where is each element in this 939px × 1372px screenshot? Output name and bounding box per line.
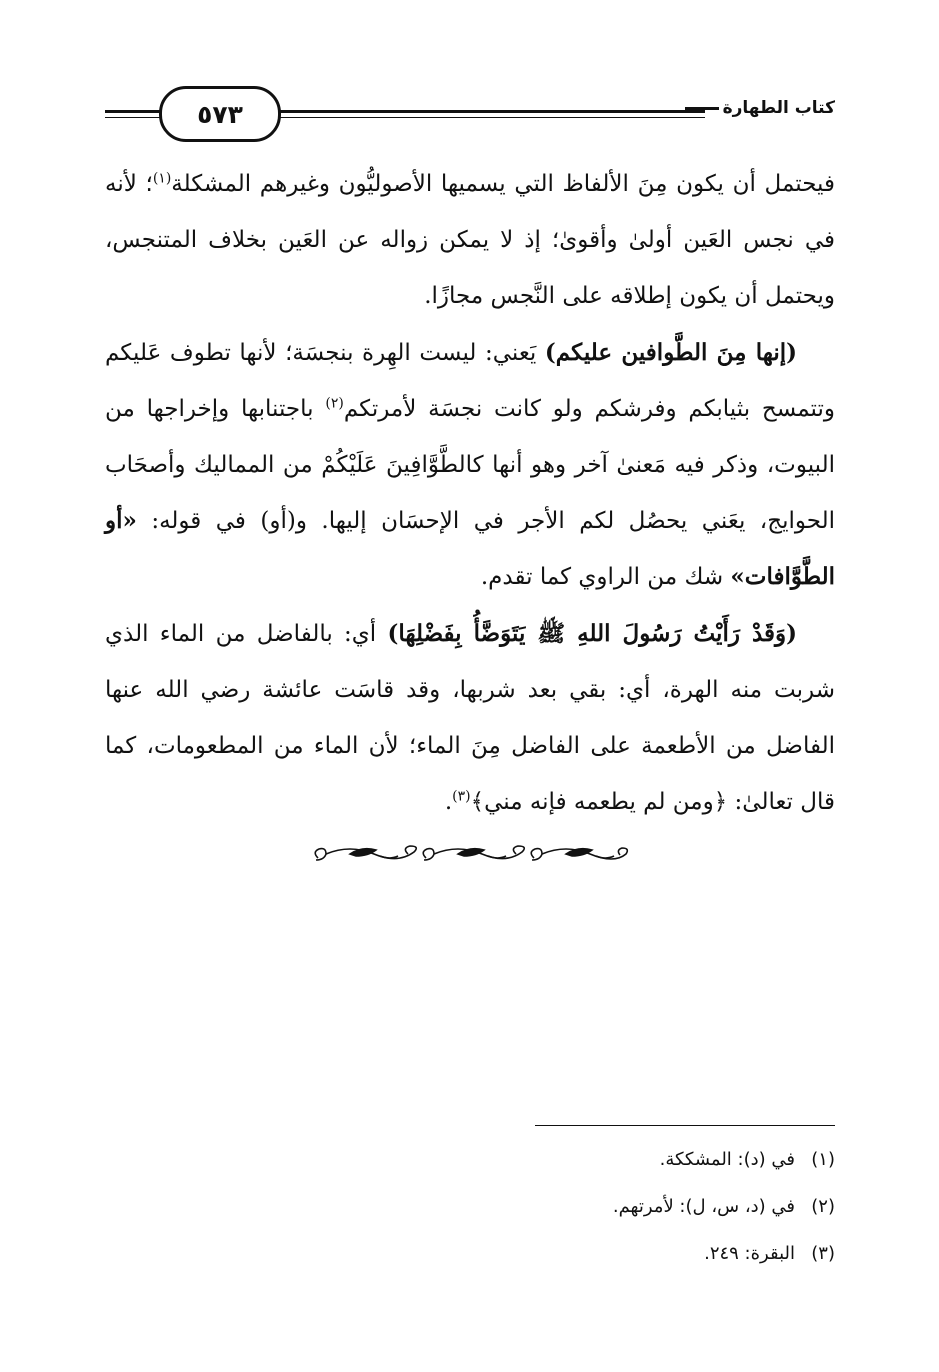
- quran-verse: ﴿ومن لم يطعمه فإنه مني﴾: [470, 789, 728, 816]
- footnote-number: (٢): [811, 1196, 835, 1217]
- paragraph-3: [105, 606, 835, 831]
- footnote-separator: [535, 1125, 835, 1126]
- footnote-2: [335, 1183, 835, 1230]
- footnote-text: في (د، س، ل): لأمرتهم.: [612, 1196, 795, 1217]
- text-run: فيحتمل أن يكون مِنَ الألفاظ التي يسميها الأصوليُّون وغيرهم المشكلة: [171, 171, 835, 197]
- footnote-ref-3: (٣): [452, 788, 471, 805]
- text-run: باجتنابها وإخراجها من البيوت، وذكر فيه مَعنىٰ آخر وهو أنها كالطَّوَّافِينَ عَلَيْكُمْ من المماليك وأصحَاب الحوايج، يعَني يحصُل لكم الأجر في الإحسَان إليها. و(أو) في قوله:: [105, 395, 835, 535]
- footnote-ref-2: (٢): [325, 395, 344, 412]
- footnotes: [335, 1136, 835, 1277]
- footnote-number: (١): [811, 1149, 835, 1170]
- footnote-ref-1: (١): [152, 170, 172, 187]
- text-run: أي: بالفاضل من الماء الذي شربت منه الهرة، أي: بقي بعد شربها، وقد قاسَت عائشة رضي الله عنها الفاضل من الأطعمة على الفاضل مِنَ الماء؛ لأن الماء من المطعومات، كما قال تعالىٰ:: [105, 620, 835, 816]
- text-run: يَعني: ليست الهِرة بنجسَة؛ لأنها تطوف عَليكم وتتمسح بثيابكم وفرشكم ولو كانت نجسَة لأمرتكم: [105, 339, 835, 422]
- footnote-number: (٣): [811, 1243, 835, 1264]
- quoted-hadith-phrase: (وَقَدْ رَأَيْتُ رَسُولَ اللهِ ﷺ يَتَوَضَّأُ بِفَضْلِهَا): [387, 619, 797, 647]
- text-run: .: [444, 789, 453, 816]
- section-divider-ornament: [310, 838, 630, 872]
- text-run: شك من الراوي كما تقدم.: [480, 564, 731, 591]
- header-rule: [277, 117, 705, 118]
- page-header: [105, 86, 835, 142]
- paragraph-2: [105, 325, 835, 606]
- page-number: ٥٧٣: [159, 86, 281, 142]
- header-rule: [685, 107, 719, 110]
- footnote-1: [335, 1136, 835, 1183]
- paragraph-1: [105, 156, 835, 325]
- footnote-text: في (د): المشككة.: [659, 1149, 795, 1170]
- main-text: [105, 156, 835, 830]
- footnote-3: [335, 1230, 835, 1277]
- text-run: ؛ لأنه في نجس العَين أولىٰ وأقوىٰ؛ إذ لا يمكن زواله عن العَين بخلاف المتنجس، ويحتمل أن يكون إطلاقه على النَّجس مجازًا.: [105, 171, 835, 310]
- quoted-variant: «أو الطَّوَّافات»: [105, 507, 835, 591]
- footnote-text: البقرة: ٢٤٩.: [704, 1243, 795, 1264]
- quoted-hadith-phrase: (إنها مِنَ الطَّوافين عليكم): [544, 338, 797, 366]
- running-title-text: كتاب الطهارة: [722, 98, 835, 118]
- running-title: [685, 98, 835, 118]
- header-rule: [277, 110, 705, 113]
